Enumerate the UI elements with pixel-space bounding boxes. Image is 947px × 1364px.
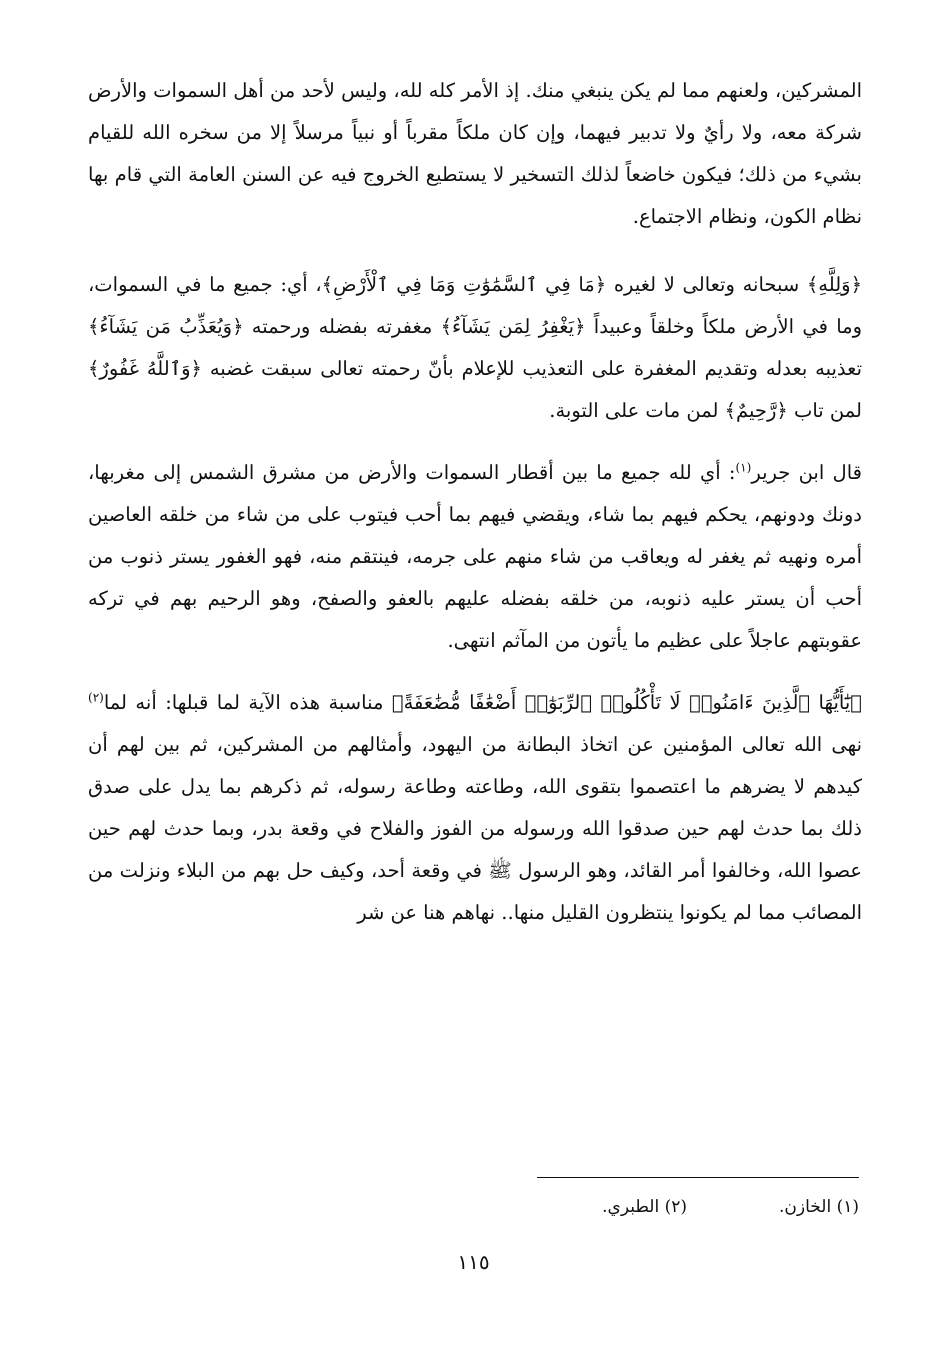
footnote-ref-2[interactable]: (٢) — [88, 690, 104, 705]
paragraph-4-body: نهى الله تعالى المؤمنين عن اتخاذ البطانة من اليهود، وأمثالهم من المشركين، ثم بين لهم أن كيدهم لا يضرهم ما اعتصموا بتقوى الله، وطاعته وطاعة رسوله، ثم ذكرهم بما يدل على صدق ذلك بما حدث لهم حين صدقوا الله ورسوله من الفوز والفلاح في وقعة بدر، وبما حدث لهم حين عصوا الله، وخالفوا أمر القائد، وهو الرسول ﷺ في وقعة أحد، وكيف حل بهم من البلاء ونزلت من المصائب مما لم يكونوا ينتظرون القليل منها.. نهاهم هنا عن شر — [88, 733, 862, 924]
footnote-2-text: الطبري. — [602, 1197, 660, 1217]
footnote-2-marker: (٢) — [664, 1197, 688, 1217]
footnote-ref-1[interactable]: (١) — [735, 460, 752, 475]
footnote-divider — [537, 1177, 859, 1178]
paragraph-1: المشركين، ولعنهم مما لم يكن ينبغي منك. إذ الأمر كله لله، وليس لأحد من أهل السموات والأرض شركة معه، ولا رأيٌ ولا تدبير فيهما، وإن كان ملكاً مقرباً أو نبياً مرسلاً إلا من سخره الله للقيام بشيء من ذلك؛ فيكون خاضعاً لذلك التسخير لا يستطيع الخروج فيه عن السنن العامة التي قام بها نظام الكون، ونظام الاجتماع. — [88, 79, 862, 228]
paragraph-3-body: أي لله جميع ما بين أقطار السموات والأرض من مشرق الشمس إلى مغربها، دونك ودونهم، يحكم فيهم بما شاء، ويقضي فيهم بما أحب فيتوب على من شاء من خلقه العاصين أمره ونهيه ثم يغفر له ويعاقب من شاء منهم على جرمه، فينتقم منه، فهو الغفور يستر ذنوب من أحب أن يستر عليه ذنوبه، من خلقه بفضله عليهم بالعفو والصفح، وهو الرحيم بهم في تركه عقوبتهم عاجلاً على عظيم ما يأتون من المآثم انتهى. — [88, 461, 862, 652]
page-body — [88, 70, 862, 954]
footnote-1-marker: (١) — [836, 1197, 859, 1217]
paragraph-4 — [88, 682, 862, 934]
footnote-1-text: الخازن. — [779, 1197, 832, 1217]
page-number: ١١٥ — [457, 1250, 490, 1274]
paragraph-3-lead: قال ابن جرير — [751, 461, 862, 484]
paragraph-4-lead: ﴿يَٰٓأَيُّهَا ٱلَّذِينَ ءَامَنُوا۟ لَا تَأْكُلُوا۟ ٱلرِّبَوٰٓا۟ أَضْعَٰفًا مُّضَٰعَفَةً﴾ مناسبة هذه الآية لما قبلها: أنه لما — [103, 691, 862, 714]
footnote-2 — [602, 1192, 687, 1222]
paragraph-2: ﴿وَلِلَّهِ﴾ سبحانه وتعالى لا لغيره ﴿مَا فِي ٱلسَّمَٰوَٰتِ وَمَا فِي ٱلْأَرْضِ﴾، أي: جميع ما في السموات، وما في الأرض ملكاً وخلقاً وعبيداً ﴿يَغْفِرُ لِمَن يَشَآءُ﴾ مغفرته بفضله ورحمته ﴿وَيُعَذِّبُ مَن يَشَآءُ﴾ تعذيبه بعدله وتقديم المغفرة على التعذيب للإعلام بأنّ رحمته تعالى سبقت غضبه ﴿وَٱللَّهُ غَفُورٌ﴾ لمن تاب ﴿رَّحِيمٌ﴾ لمن مات على التوبة. — [88, 273, 862, 422]
footnotes — [339, 1192, 859, 1222]
paragraph-3: قال ابن جرير$^{(١)}$: أي لله جميع ما بين أقطار السموات والأرض من مشرق الشمس إلى مغربها، دونك ودونهم، يحكم فيهم بما شاء، ويقضي فيهم بما أحب فيتوب على من شاء من خلقه العاصين أمره ونهيه ثم يغفر له ويعاقب من شاء منهم على جرمه، فينتقم منه، فهو الغفور يستر ذنوب من أحب أن يستر عليه ذنوبه، من خلقه بفضله عليهم بالعفو والصفح، وهو الرحيم بهم في تركه عقوبتهم عاجلاً على عظيم ما يأتون من المآثم انتهى. — [88, 460, 862, 652]
footnote-1 — [779, 1192, 859, 1222]
